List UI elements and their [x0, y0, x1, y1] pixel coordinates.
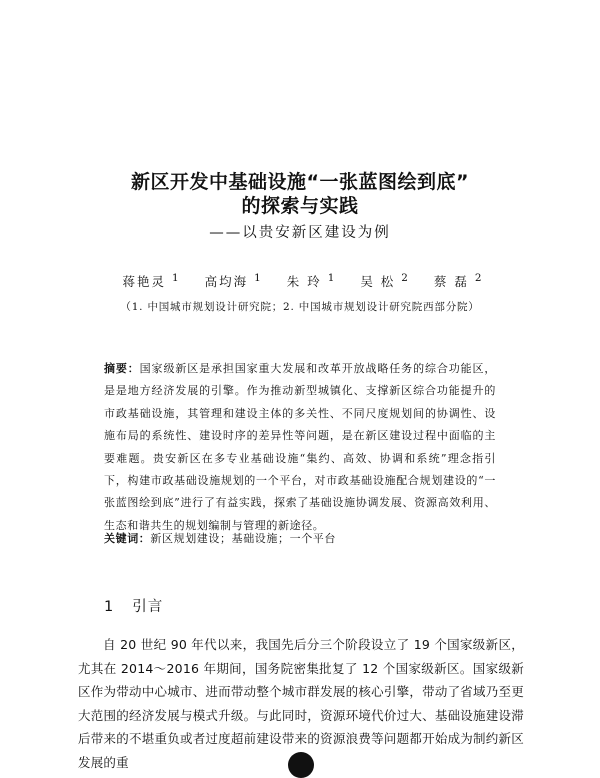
- author: [281, 274, 337, 289]
- body-text: 自 20 世纪 90 年代以来，我国先后分三个阶段设立了 19 个国家级新区，尤其在 2014～2016 年期间，国务院密集批复了 12 个国家级新区。国家级新区作为带动中心城市、进而带动整个城市群发展的核心引擎，带动了省域乃至更大范围的经济发展与模式升级。与此同时，资源环境代价过大、基础设施建设滞后带来的不堪重负或者过度超前建设带来的资源浪费等问题都开始成为制约新区发展的重: [78, 637, 524, 770]
- author-list: [0, 272, 600, 290]
- author-name: 朱 玲: [286, 274, 322, 290]
- author-name: 蒋艳灵: [122, 274, 166, 290]
- abstract: [104, 358, 496, 537]
- page-marker: [288, 752, 314, 778]
- keywords-label: 关键词：: [104, 532, 151, 545]
- section-number: 1: [104, 599, 115, 615]
- author-affiliation-mark: 2: [474, 272, 484, 284]
- section-heading: [104, 595, 163, 616]
- section-title: 引言: [132, 599, 164, 615]
- author-affiliation-mark: 1: [327, 272, 337, 284]
- abstract-text: 国家级新区是承担国家重大发展和改革开放战略任务的综合功能区，是是地方经济发展的引擎。作为推动新型城镇化、支撑新区综合功能提升的市政基础设施，其管理和建设主体的多关性、不同尺度规划间的协调性、设施布局的系统性、建设时序的差异性等问题，是在新区建设过程中面临的主要难题。贵安新区在多专业基础设施“集约、高效、协调和系统”理念指引下，构建市政基础设施规划的一个平台，对市政基础设施配合规划建设的“一张蓝图绘到底”进行了有益实践，探索了基础设施协调发展、资源高效利用、生态和谐共生的规划编制与管理的新途径。: [104, 362, 496, 532]
- author: [116, 274, 180, 289]
- author-affiliation-mark: 1: [254, 272, 263, 284]
- paper-subtitle: ——以贵安新区建设为例: [209, 225, 391, 241]
- author-affiliation-mark: 2: [401, 272, 410, 284]
- author-name: 吴 松: [360, 274, 396, 290]
- abstract-label: 摘要：: [104, 362, 140, 375]
- affiliations: （1. 中国城市规划设计研究院；2. 中国城市规划设计研究院西部分院）: [120, 301, 480, 313]
- author-affiliation-mark: 1: [171, 272, 181, 284]
- paper-title-line-2: 的探索与实践: [241, 195, 359, 217]
- keywords-text: 新区规划建设；基础设施；一个平台: [150, 532, 337, 545]
- author-name: 高均海: [204, 274, 249, 290]
- author: [199, 274, 263, 289]
- author: [428, 274, 484, 289]
- author-name: 蔡 磊: [433, 274, 469, 290]
- author: [354, 274, 410, 289]
- paper-title-line-1: 新区开发中基础设施“一张蓝图绘到底”: [131, 171, 469, 193]
- keywords: [104, 530, 496, 546]
